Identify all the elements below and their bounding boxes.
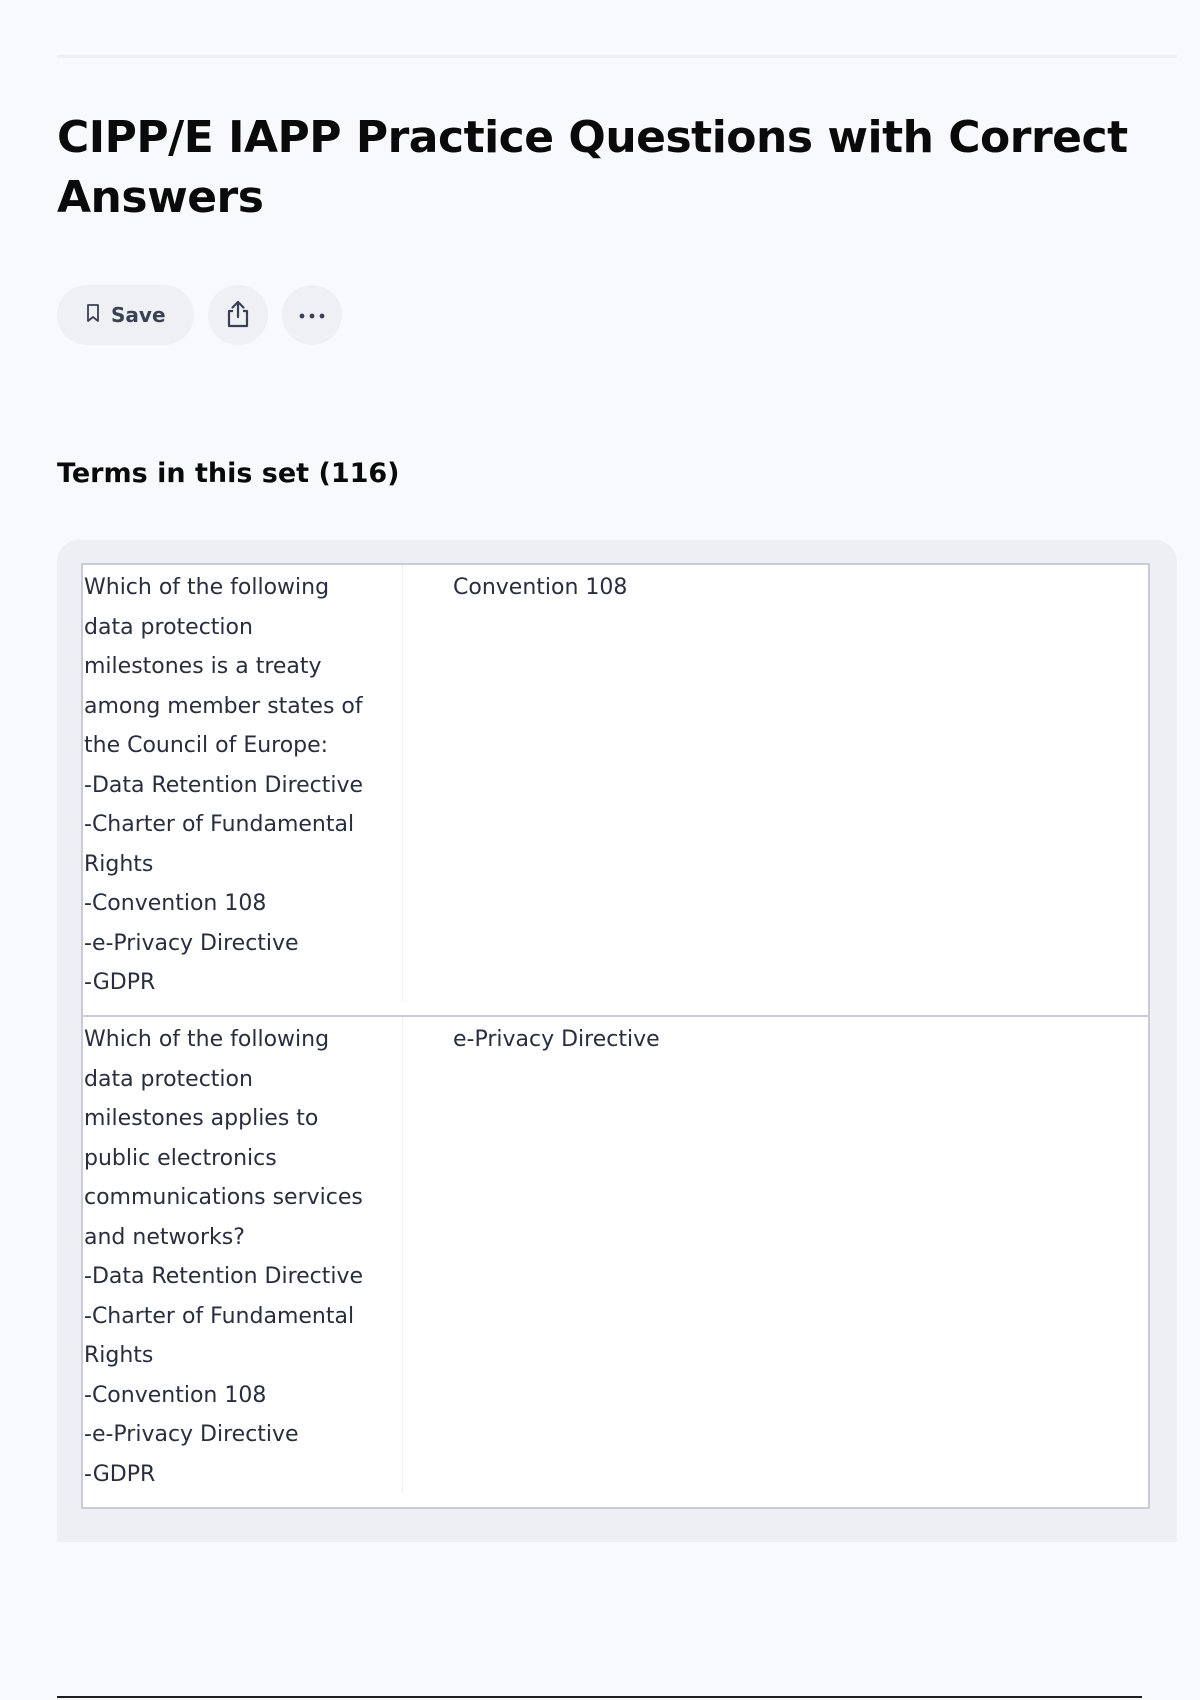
terms-table <box>81 563 1150 1509</box>
bottom-divider <box>57 1696 1142 1698</box>
terms-heading: Terms in this set (116) <box>57 458 400 489</box>
term-question: Which of the following data protection milestones is a treaty among member states of the Council of Europe: -Data Retention Directive -Charter of Fundamental Rights -Convention 108 -e-Privacy Directive -GDPR <box>83 565 403 1001</box>
action-bar <box>57 285 342 345</box>
page-title: CIPP/E IAPP Practice Questions with Correct Answers <box>57 112 1128 223</box>
share-icon <box>224 299 252 332</box>
term-answer: Convention 108 <box>453 575 628 600</box>
term-question: Which of the following data protection milestones applies to public electronics communications services and networks? -Data Retention Directive -Charter of Fundamental Rights -Convention 108 -e-Privacy Directive -GDPR <box>83 1017 403 1493</box>
terms-panel <box>57 540 1177 1542</box>
save-button[interactable] <box>57 285 194 345</box>
top-divider <box>57 55 1177 58</box>
share-button[interactable] <box>208 285 268 345</box>
bookmark-icon <box>85 303 101 328</box>
save-button-label: Save <box>111 303 166 327</box>
term-row[interactable] <box>83 565 1148 1017</box>
term-answer: e-Privacy Directive <box>453 1027 660 1052</box>
more-horizontal-icon <box>297 308 327 323</box>
more-options-button[interactable] <box>282 285 342 345</box>
term-row[interactable] <box>83 1017 1148 1507</box>
